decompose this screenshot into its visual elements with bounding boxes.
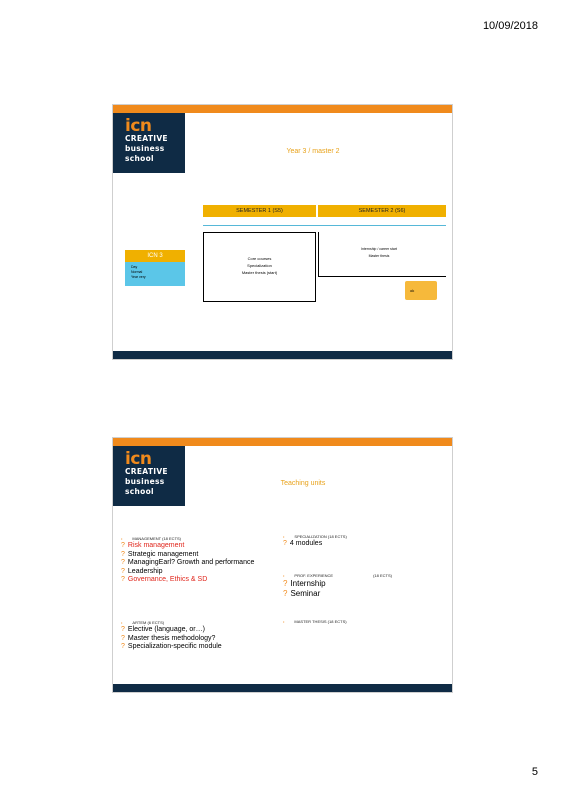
page-number: 5 [531, 766, 538, 778]
semester-1-content [204, 255, 315, 276]
s1-line: Specialization [247, 263, 272, 268]
semester-2-border-left [318, 232, 319, 276]
unit-item: ? Elective (language, or…) [121, 626, 205, 633]
logo-icn: icn [125, 116, 152, 136]
unit-item: ? ManagingEarl? Growth and performance [121, 559, 255, 566]
unit-item: ? Leadership [121, 567, 163, 575]
year-box-line: Normal [131, 270, 143, 274]
orange-button[interactable]: ok [405, 281, 437, 300]
unit-item: ? Risk management [121, 542, 185, 549]
bullet-icon: • [283, 534, 285, 539]
unit-item: ? Master thesis methodology? [121, 634, 216, 642]
semester-1-tab: SEMESTER 1 (S5) [203, 205, 316, 217]
prof-experience-unit [283, 573, 392, 599]
unit-head: • SPECIALIZATION (18 ECTS) [283, 534, 347, 539]
logo-line-3: school [125, 154, 154, 163]
management-unit [121, 536, 254, 585]
icn-logo [113, 446, 185, 506]
logo-line-2: business [125, 477, 165, 486]
specialization-unit [283, 534, 347, 549]
semester-2-content [339, 246, 419, 260]
unit-item: ? 4 modules [283, 540, 323, 547]
bullet-icon: • [283, 619, 285, 624]
master-thesis-unit [283, 619, 347, 625]
unit-item: ? Governance, Ethics & SD [121, 576, 208, 583]
s1-line: Core courses [247, 256, 272, 261]
s2-line: Master thesis [368, 254, 390, 258]
bullet-icon: • [121, 536, 123, 541]
unit-item: ? Strategic management [121, 550, 199, 558]
unit-item: ? Specialization-specific module [121, 643, 222, 650]
s1-line: Master thesis (start) [241, 270, 278, 275]
logo-icn: icn [125, 449, 152, 469]
page-date: 10/09/2018 [482, 20, 538, 32]
year-box-line: Year very [131, 275, 146, 279]
slide-bottom-bar [113, 351, 452, 359]
logo-line-3: school [125, 487, 154, 496]
logo-line-1: CREATIVE [125, 134, 168, 143]
year-box [125, 250, 185, 286]
unit-head: • ARTEM (6 ECTS) [121, 620, 165, 625]
slide-title: Year 3 / master 2 [286, 148, 340, 155]
year-box-body [125, 262, 185, 286]
year-box-line: Day [131, 265, 138, 269]
s2-line: Internship / career start [361, 247, 397, 251]
slide-top-bar [113, 438, 452, 446]
unit-head: • MANAGEMENT (18 ECTS) [121, 536, 182, 541]
slide-year-3 [112, 104, 453, 360]
semester-2-border-bottom [318, 276, 446, 277]
icn-logo [113, 113, 185, 173]
year-box-head: ICN 3 [125, 250, 185, 262]
logo-line-2: business [125, 144, 165, 153]
semester-divider [203, 225, 446, 226]
artem-unit [121, 620, 222, 652]
logo-line-1: CREATIVE [125, 467, 168, 476]
unit-head: • PROF. EXPERIENCE (18 ECTS) [283, 573, 392, 578]
bullet-icon: • [283, 573, 285, 578]
slide-title: Teaching units [280, 480, 326, 487]
unit-head: • MASTER THESIS (18 ECTS) [283, 619, 347, 624]
bullet-icon: • [121, 620, 123, 625]
slide-bottom-bar [113, 684, 452, 692]
unit-item: ? Seminar [283, 589, 321, 598]
slide-top-bar [113, 105, 452, 113]
unit-item: ? Internship [283, 579, 326, 588]
semester-1-box [203, 232, 316, 302]
semester-2-tab: SEMESTER 2 (S6) [318, 205, 446, 217]
slide-teaching-units [112, 437, 453, 693]
